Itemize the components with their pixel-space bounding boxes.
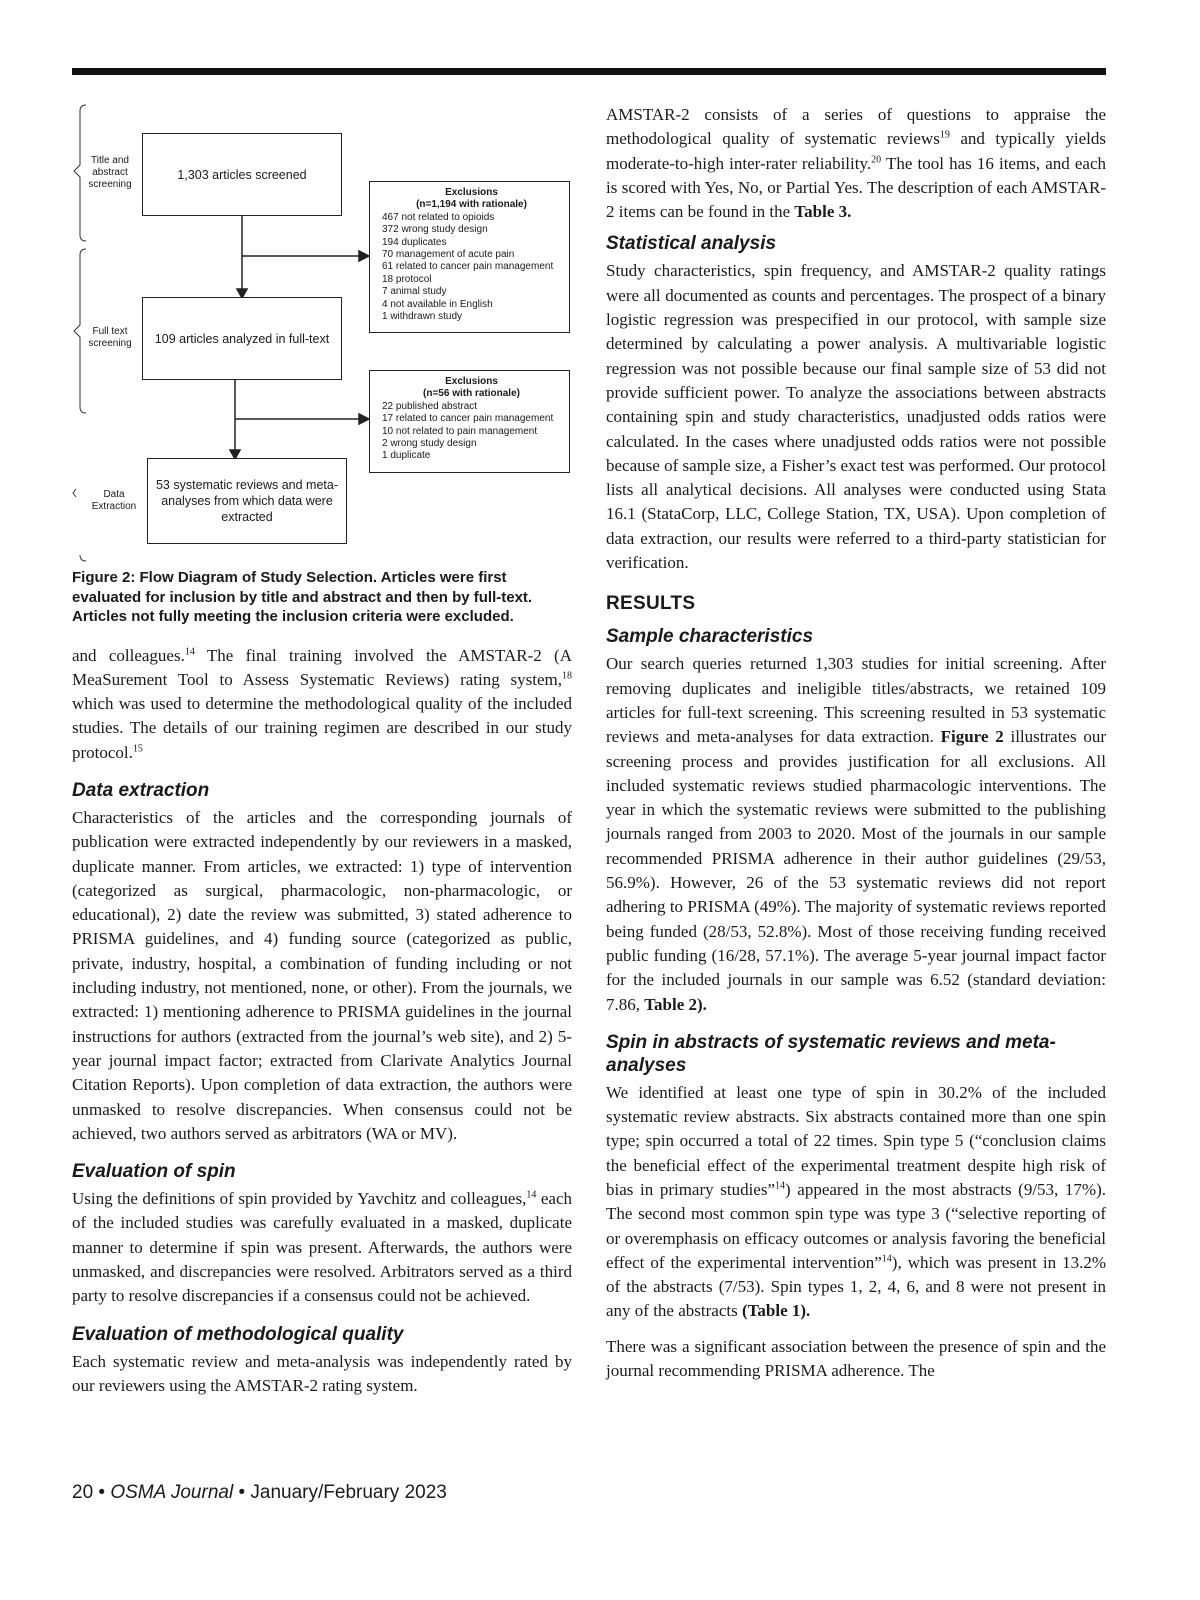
brace-extraction-bottom bbox=[80, 555, 86, 561]
text: ), which was present in 13.2% of the abstracts (7/53). Spin types 1, 2, 4, 6, and 8 were not present in any of the abstracts bbox=[606, 1252, 1106, 1321]
table-reference: Table 2). bbox=[644, 994, 707, 1014]
stage-data-extraction: Data Extraction bbox=[91, 489, 137, 512]
paragraph-training bbox=[72, 644, 572, 765]
heading-statistical-analysis: Statistical analysis bbox=[606, 233, 777, 255]
box-data-extracted: 53 systematic reviews and meta-analyses from which data were extracted bbox=[147, 458, 347, 544]
citation: 20 bbox=[871, 153, 882, 165]
text: and typically yields moderate-to-high inter-rater reliability. bbox=[606, 129, 1106, 173]
stage-full-text: Full text screening bbox=[88, 326, 132, 349]
issue-date: • January/February 2023 bbox=[233, 1482, 447, 1503]
exclusion-item: 7 animal study bbox=[382, 286, 447, 298]
exclusions-1-title: Exclusions bbox=[445, 187, 498, 198]
citation: 19 bbox=[939, 129, 950, 141]
citation: 14 bbox=[881, 1253, 892, 1265]
text: and colleagues. bbox=[72, 645, 185, 665]
page-number: 20 • bbox=[72, 1482, 111, 1503]
heading-sample-characteristics: Sample characteristics bbox=[606, 626, 814, 648]
arrowhead-4 bbox=[359, 414, 369, 424]
exclusions-1-count: (n=1,194 with rationale) bbox=[416, 199, 527, 211]
paragraph-association: There was a significant association between the presence of spin and the journal recommending PRISMA adherence. The bbox=[606, 1336, 1106, 1381]
text: We identified at least one type of spin in 30.2% of the included systematic review abstracts. Six abstracts contained more than one spin type; spin occurred a total of 22 times. Spin type 5 (“conclusion claims the beneficial effect of the experimental treatment despite high risk of bias in primary studies” bbox=[606, 1082, 1106, 1199]
paragraph-data-extraction: Characteristics of the articles and the corresponding journals of publication were extracted independently by our reviewers in a masked, duplicate manner. From articles, we extracted: 1) type of intervention (categorized as surgical, pharmacologic, non-pharmacologic, or educational), 2) date the review was submitted, 3) stated adherence to PRISMA guidelines, and 4) funding source (categorized as public, private, industry, hospital, a combination of funding including or not including industry, not mentioned, none, or other). From the journals, we extracted: 1) mentioning adherence to PRISMA guidelines in the journal instructions for authors (extracted from the journal’s web site), and 2) 5-year journal impact factor; extracted from Clarivate Analytics Journal Citation Reports). Upon completion of data extraction, the authors were unmasked to resolve discrepancies. When consensus could not be achieved, two authors served as arbitrators (WA or MV). bbox=[72, 807, 572, 1143]
page-footer bbox=[72, 1482, 447, 1504]
citation: 14 bbox=[775, 1180, 786, 1192]
citation: 18 bbox=[562, 670, 572, 682]
figure-reference: Figure 2 bbox=[940, 727, 1004, 747]
text: The final training involved the AMSTAR-2 (A MeaSurement Tool to Assess Systematic Reviews) rating system, bbox=[72, 645, 572, 689]
figure-caption: Figure 2: Flow Diagram of Study Selection. Articles were first evaluated for inclusion by title and abstract and then by full-text. Articles not fully meeting the inclusion criteria were excluded. bbox=[72, 569, 533, 625]
text: AMSTAR-2 consists of a series of questions to appraise the methodological quality of systematic reviews bbox=[606, 105, 1106, 149]
citation: 14 bbox=[184, 645, 195, 657]
exclusion-item: 17 related to cancer pain management bbox=[382, 413, 554, 425]
text: which was used to determine the methodological quality of the included studies. The details of our training regimen are described in our study protocol. bbox=[72, 694, 572, 762]
brace-extraction-top bbox=[73, 489, 76, 497]
paragraph-sample-characteristics bbox=[606, 652, 1106, 1016]
heading-evaluation-of-spin: Evaluation of spin bbox=[72, 1161, 236, 1183]
header-rule bbox=[72, 68, 1106, 75]
flow-diagram bbox=[72, 103, 572, 563]
exclusions-2-count: (n=56 with rationale) bbox=[423, 388, 520, 400]
text: Our search queries returned 1,303 studies for initial screening. After removing duplicates and ineligible titles/abstracts, we retained 109 articles for full-text screening. This screening resulted in 53 systematic reviews and meta-analyses for data extraction. bbox=[606, 654, 1106, 747]
text: Using the definitions of spin provided by Yavchitz and colleagues, bbox=[72, 1189, 527, 1209]
exclusion-item: 2 wrong study design bbox=[382, 438, 477, 450]
exclusion-item: 18 protocol bbox=[382, 273, 432, 285]
heading-results: RESULTS bbox=[606, 593, 696, 615]
arrowhead-2 bbox=[359, 251, 369, 261]
exclusion-item: 22 published abstract bbox=[382, 400, 478, 412]
table-reference: Table 3. bbox=[794, 202, 852, 222]
text: ) appeared in the most abstracts (9/53, 17%). The second most common spin type was type 3 (“selective reporting of or overemphasis on efficacy outcomes or analysis favoring the beneficial effect of the experimental intervention” bbox=[606, 1179, 1106, 1272]
exclusions-box-2 bbox=[369, 370, 570, 473]
citation: 15 bbox=[132, 743, 143, 755]
journal-name: OSMA Journal bbox=[110, 1482, 234, 1503]
exclusion-item: 4 not available in English bbox=[382, 298, 493, 310]
citation: 14 bbox=[526, 1189, 537, 1201]
exclusions-box-1 bbox=[369, 181, 570, 333]
heading-data-extraction: Data extraction bbox=[72, 779, 210, 801]
paragraph-methodological-quality: Each systematic review and meta-analysis was independently rated by our reviewers using the AMSTAR-2 rating system. bbox=[72, 1351, 572, 1395]
paragraph-statistical-analysis: Study characteristics, spin frequency, and AMSTAR-2 quality ratings were all documented as counts and percentages. The prospect of a binary logistic regression was prespecified in our protocol, with sample size determined by calculating a power analysis. A multivariable logistic regression was not possible because our final sample size of 53 did not provide sufficient power. To analyze the associations between abstracts containing spin and study characteristics, unadjusted odds ratios were calculated. In the cases where unadjusted odds ratios were not possible because of sample size, a Fisher’s exact test was performed. Our protocol lists all analytical decisions. All analyses were conducted using Stata 16.1 (StataCorp, LLC, College Station, TX, USA). Upon completion of data extraction, our results were referred to a third-party statistician for verification. bbox=[606, 261, 1106, 573]
left-column bbox=[72, 103, 572, 1398]
exclusion-item: 61 related to cancer pain management bbox=[382, 261, 554, 273]
exclusion-item: 194 duplicates bbox=[382, 236, 447, 248]
exclusion-item: 1 withdrawn study bbox=[382, 311, 463, 323]
heading-methodological-quality: Evaluation of methodological quality bbox=[72, 1323, 404, 1345]
stage-title-abstract: Title and abstract screening bbox=[88, 155, 132, 190]
box-fulltext-analyzed: 109 articles analyzed in full-text bbox=[142, 297, 342, 380]
table-reference: (Table 1). bbox=[741, 1301, 811, 1321]
right-column bbox=[606, 103, 1106, 1383]
paragraph-evaluation-of-spin bbox=[72, 1187, 572, 1308]
box-articles-screened: 1,303 articles screened bbox=[142, 133, 342, 216]
paragraph-amstar bbox=[606, 103, 1106, 224]
text: illustrates our screening process and provides justification for all exclusions. All included systematic reviews studied pharmacologic interventions. The year in which the systematic reviews were submitted to the publishing journals ranged from 2003 to 2020. Most of the journals in our sample recommended PRISMA adherence in their author guidelines (29/53, 56.9%). However, 26 of the 53 systematic reviews did not report adhering to PRISMA (49%). The majority of systematic reviews reported being funded (28/53, 52.8%). Most of those receiving funding received public funding (16/28, 57.1%). The average 5-year journal impact factor for the included journals in our sample was 6.52 (standard deviation: 7.86, bbox=[606, 727, 1106, 1014]
exclusion-item: 70 management of acute pain bbox=[382, 249, 515, 261]
text: each of the included studies was carefully evaluated in a masked, duplicate manner to determine if spin was present. Afterwards, the authors were unmasked, and discrepancies were resolved. Arbitrators served as a third party to resolve discrepancies if a consensus could not be achieved. bbox=[72, 1189, 572, 1306]
exclusion-item: 1 duplicate bbox=[382, 450, 431, 462]
exclusion-item: 372 wrong study design bbox=[382, 224, 488, 236]
text: The tool has 16 items, and each is scored with Yes, No, or Partial Yes. The description of each AMSTAR-2 items can be found in the bbox=[606, 153, 1107, 222]
paragraph-spin-in-abstracts bbox=[606, 1081, 1106, 1324]
exclusion-item: 10 not related to pain management bbox=[382, 425, 538, 437]
heading-spin-in-abstracts: Spin in abstracts of systematic reviews and meta-analyses bbox=[606, 1031, 1056, 1076]
exclusions-2-title: Exclusions bbox=[445, 376, 498, 387]
exclusion-item: 467 not related to opioids bbox=[382, 211, 495, 223]
